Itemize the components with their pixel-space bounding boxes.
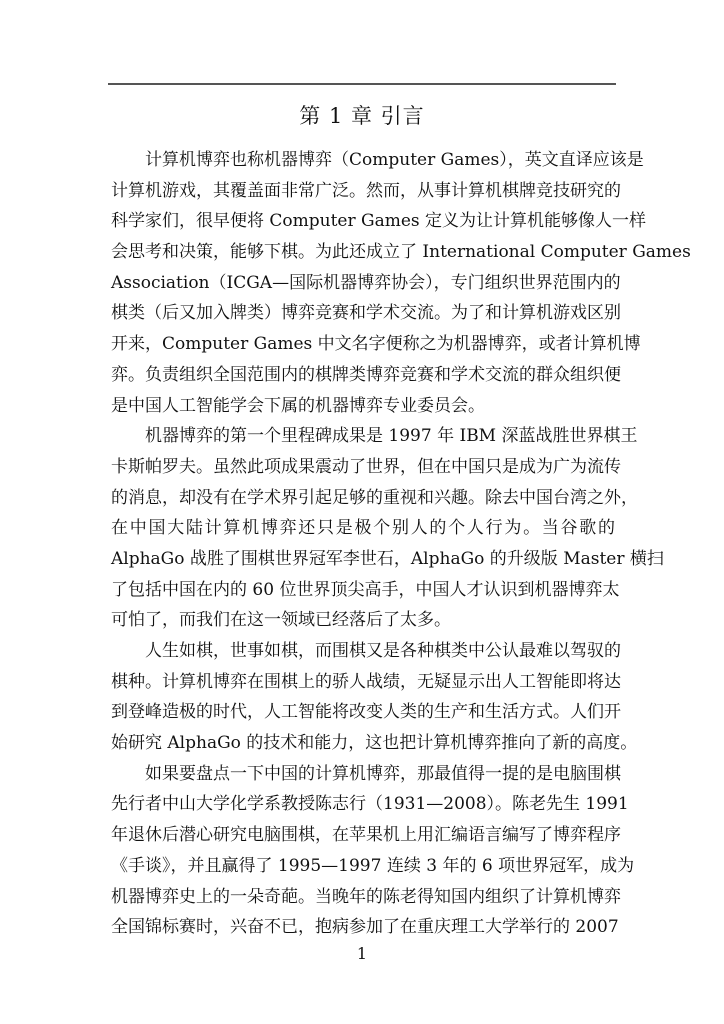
text-line: 棋类（后又加入牌类）博弈竞赛和学术交流。为了和计算机游戏区别 [111, 303, 621, 324]
text-line: 是中国人工智能学会下属的机器博弈专业委员会。 [111, 395, 485, 416]
text-line: 卡斯帕罗夫。虽然此项成果震动了世界，但在中国只是成为广为流传 [111, 456, 621, 477]
text-line: 了包括中国在内的 60 位世界顶尖高手，中国人才认识到机器博弈太 [111, 579, 620, 600]
paragraph [111, 759, 635, 943]
text-line: 到登峰造极的时代，人工智能将改变人类的生产和生活方式。人们开 [111, 702, 621, 723]
text-line: 始研究 AlphaGo 的技术和能力，这也把计算机博弈推向了新的高度。 [111, 733, 638, 754]
text-line: 在中国大陆计算机博弈还只是极个别人的个人行为。当谷歌的 [111, 518, 615, 539]
text-line: 全国锦标赛时，兴奋不已，抱病参加了在重庆理工大学举行的 2007 [111, 917, 619, 938]
document-body [111, 145, 691, 943]
text-line: 会思考和决策，能够下棋。为此还成立了 International Computer Games [111, 242, 691, 263]
paragraph [111, 421, 664, 636]
text-line: 如果要盘点一下中国的计算机博弈，那最值得一提的是电脑围棋 [145, 763, 621, 784]
text-line: 计算机游戏，其覆盖面非常广泛。然而，从事计算机棋牌竞技研究的 [111, 180, 621, 201]
page-number: 1 [356, 944, 368, 963]
header-rule [108, 83, 616, 85]
text-line: 弈。负责组织全国范围内的棋牌类博弈竞赛和学术交流的群众组织便 [111, 364, 621, 385]
text-line: 机器博弈史上的一朵奇葩。当晚年的陈老得知国内组织了计算机博弈 [111, 886, 621, 907]
text-line: 的消息，却没有在学术界引起足够的重视和兴趣。除去中国台湾之外， [111, 487, 638, 508]
paragraph [111, 145, 691, 421]
text-line: 先行者中山大学化学系教授陈志行（1931—2008）。陈老先生 1991 [111, 794, 629, 815]
text-line: 开来，Computer Games 中文名字便称之为机器博弈，或者计算机博 [111, 334, 641, 355]
text-line: 棋种。计算机博弈在围棋上的骄人战绩，无疑显示出人工智能即将达 [111, 671, 621, 692]
text-line: 计算机博弈也称机器博弈（Computer Games），英文直译应该是 [145, 150, 644, 170]
text-line: 机器博弈的第一个里程碑成果是 1997 年 IBM 深蓝战胜世界棋王 [145, 426, 638, 447]
text-line: 《手谈》，并且赢得了 1995—1997 连续 3 年的 6 项世界冠军，成为 [111, 855, 635, 876]
paragraph [111, 636, 638, 759]
text-line: 科学家们，很早便将 Computer Games 定义为让计算机能够像人一样 [111, 211, 647, 232]
chapter-title: 第 1 章 引言 [299, 104, 425, 128]
text-line: Association（ICGA—国际机器博弈协会），专门组织世界范围内的 [111, 272, 621, 293]
text-line: 可怕了，而我们在这一领域已经落后了太多。 [111, 610, 451, 631]
text-line: 年退休后潜心研究电脑围棋，在苹果机上用汇编语言编写了博弈程序 [111, 825, 621, 846]
text-line: AlphaGo 战胜了围棋世界冠军李世石，AlphaGo 的升级版 Master 横扫 [111, 548, 664, 569]
text-line: 人生如棋，世事如棋，而围棋又是各种棋类中公认最难以驾驭的 [145, 641, 621, 661]
